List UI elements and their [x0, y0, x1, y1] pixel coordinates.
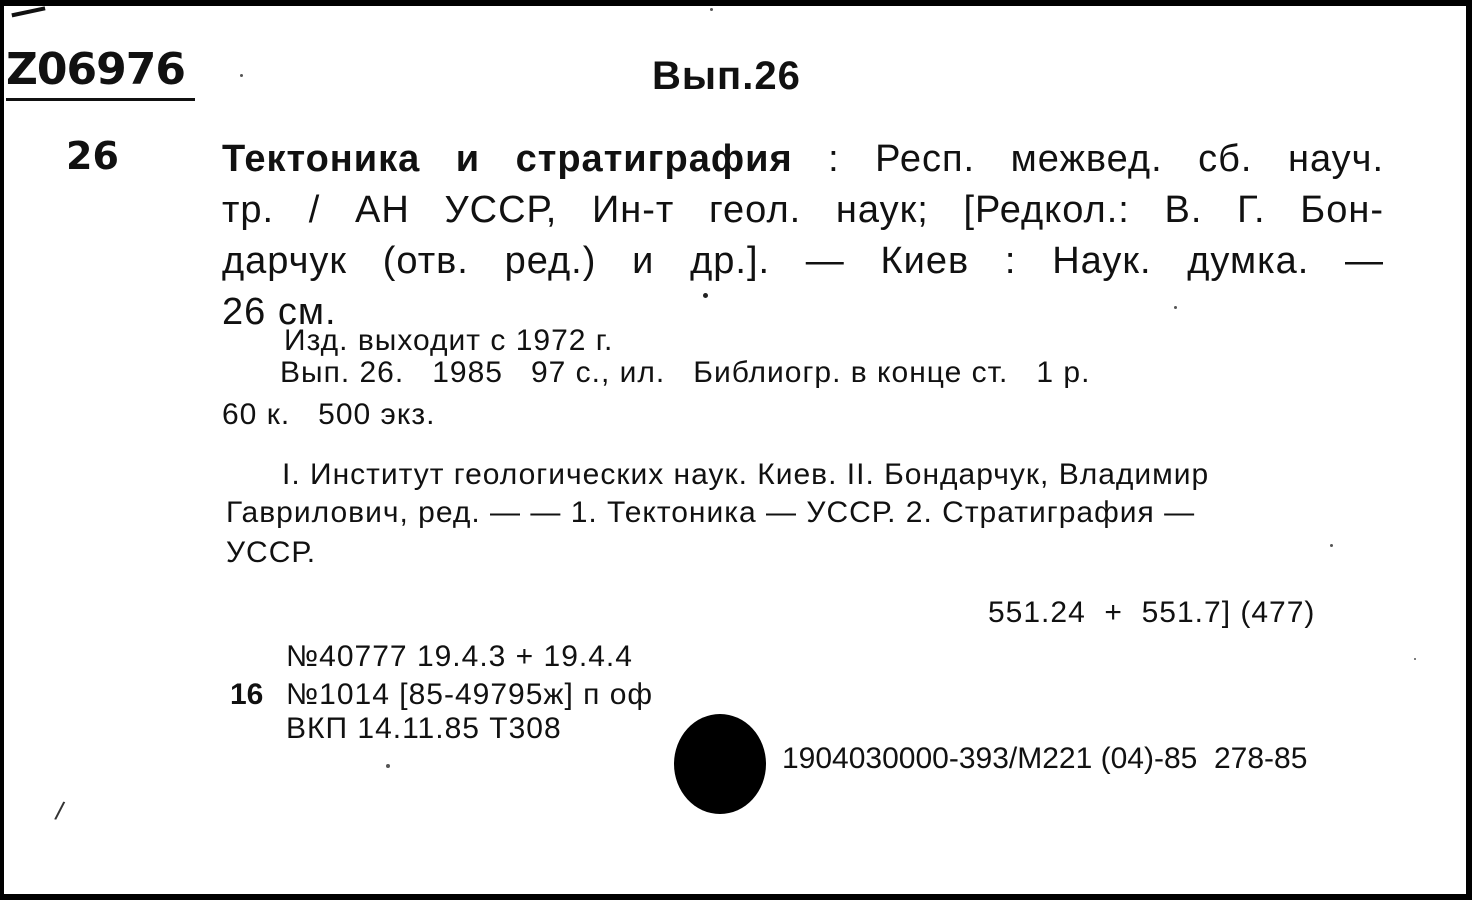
reference-count: 16	[230, 678, 264, 711]
issue-details-line-2: 60 к. 500 экз.	[222, 398, 436, 431]
classification-code: 1904030000-393/М221 (04)-85 278-85	[782, 742, 1308, 775]
entry-line-1-rest: : Респ. межвед. сб. науч.	[828, 138, 1385, 180]
speck	[1174, 306, 1177, 309]
bibliographic-entry	[222, 134, 1384, 338]
catalog-card	[4, 6, 1466, 894]
entry-line-3: дарчук (отв. ред.) и др.]. — Киев : Наук. думка. —	[222, 240, 1384, 282]
notes-line-3: УССР.	[226, 536, 317, 569]
udc-classification: 551.24 + 551.7] (477)	[988, 596, 1316, 629]
notes-line-2: Гаврилович, ред. — — 1. Тектоника — УССР. 2. Стратиграфия —	[226, 496, 1196, 529]
speck	[240, 74, 243, 77]
issue-header: Вып.26	[652, 54, 801, 98]
speck	[1414, 658, 1416, 660]
entry-line-2: тр. / АН УССР, Ин-т геол. наук; [Редкол.: В. Г. Бон-	[222, 189, 1384, 231]
entry-line-4: 26 см.	[222, 291, 337, 333]
speck	[710, 8, 713, 11]
reference-line-3: ВКП 14.11.85 Т308	[286, 712, 562, 745]
reference-line-1: №40777 19.4.3 + 19.4.4	[286, 640, 633, 673]
speck	[386, 764, 390, 768]
entry-line-1	[222, 134, 1384, 185]
handwritten-issue-number: 26	[66, 134, 119, 178]
punched-hole	[674, 714, 766, 814]
ink-dot	[703, 293, 708, 298]
pencil-mark: /	[53, 795, 67, 827]
reference-line-2: №1014 [85-49795ж] п оф	[286, 678, 654, 711]
inventory-number: Z06976	[6, 48, 195, 101]
speck	[1330, 544, 1333, 547]
handwritten-stroke	[9, 6, 46, 17]
issue-details-line-1: Вып. 26. 1985 97 с., ил. Библиогр. в конце ст. 1 р.	[280, 356, 1091, 389]
notes-line-1: I. Институт геологических наук. Киев. II. Бондарчук, Владимир	[282, 458, 1210, 491]
entry-title: Тектоника и стратиграфия	[222, 138, 793, 180]
publication-since: Изд. выходит с 1972 г.	[284, 324, 614, 357]
